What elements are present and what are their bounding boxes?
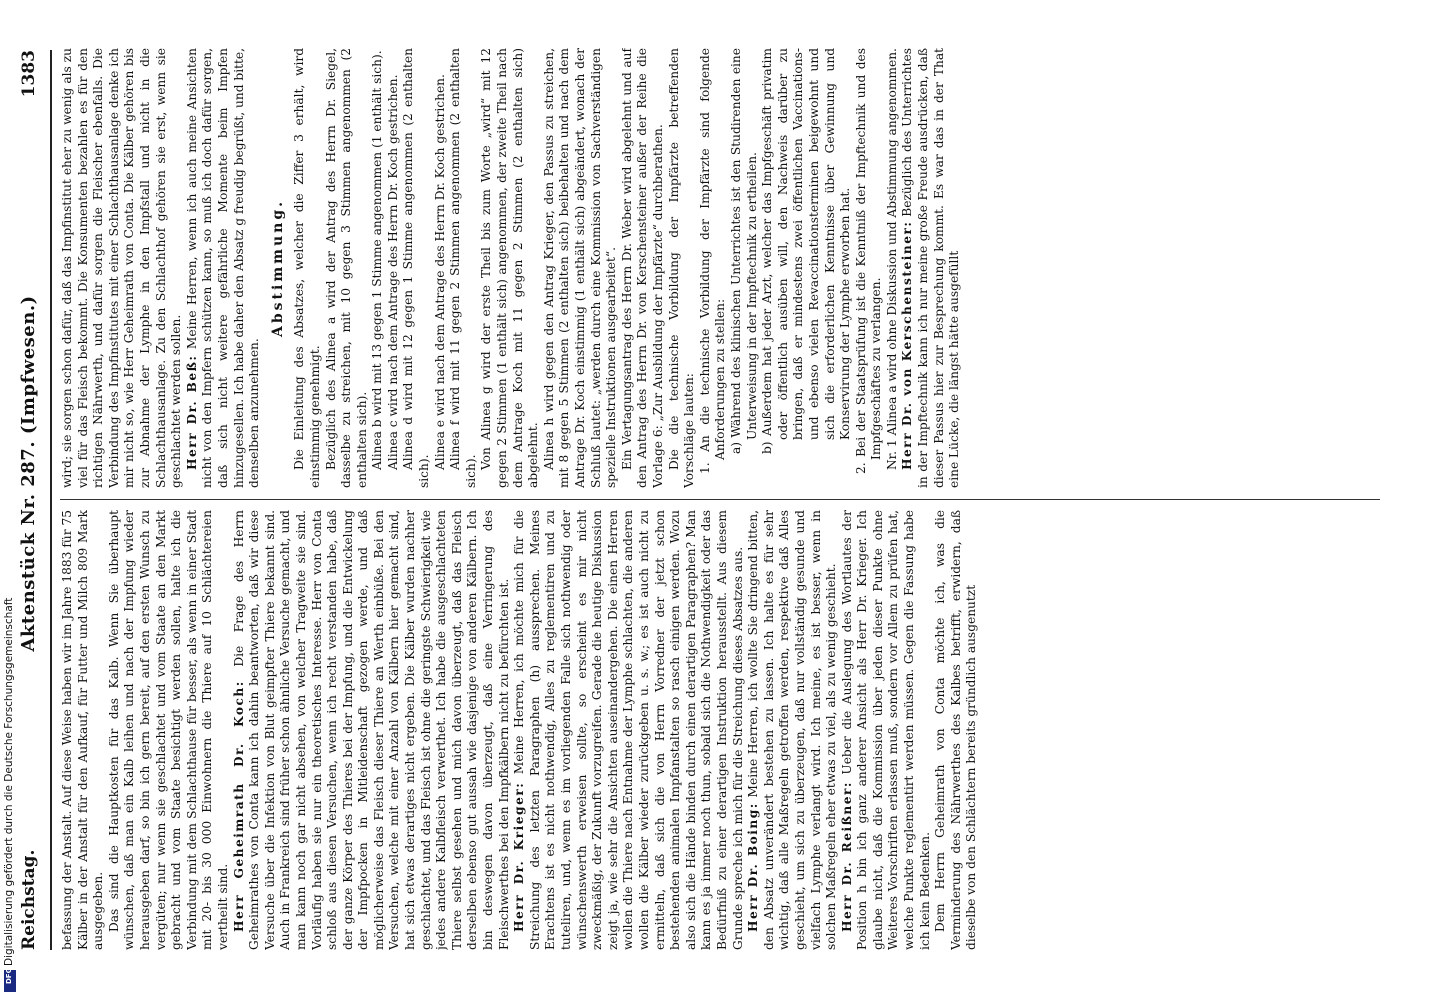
body-paragraph: Alinea c wird nach dem Antrage des Herrn Dr. Koch gestrichen.: [385, 74, 400, 470]
speaker-name: Herr Dr. Reißner:: [839, 781, 854, 932]
speech-text: Meine Herren, ich wollte Sie dringend bitten, den Absatz unverändert bestehen zu lassen. Ich halte es für sehr wichtig, daß alle Maßregeln getroffen werden, respektive daß Alles geschieht, um sich zu überzeugen, daß nur vollständig gesunde und vielfach Lymphe verlangt wird. Ich meine, es ist besser, wenn in solchen Maßregeln eher etwas zu viel, als zu wenig geschieht.: [746, 510, 839, 950]
header-rule: [50, 50, 52, 950]
speech-paragraph: [185, 48, 263, 488]
body-paragraph: Bezüglich des Alinea a wird der Antrag des Herrn Dr. Siegel, dasselbe zu streichen, mit 10 gegen 3 Stimmen angenommen (2 enthalten sich).: [323, 48, 369, 488]
body-paragraph: Die die technische Vorbildung der Impfärzte betreffenden Vorschläge lauten:: [666, 48, 697, 488]
body-paragraph: wird; sie sorgen schon dafür, daß das Impfinstitut eher zu wenig als zu viel für das Fleisch bekommt. Die Konsumenten bezahlen es für den richtigen Nährwerth, und dafür sorgen die Fleischer ebenfalls. Die Verbindung des Impfinstitutes mit einer Schlachthausanlage denke ich mir nicht so, wie Herr Geheimrath von Conta. Die Kälber gehören bis zur Abnahme der Lymphe in den Impfstall und nicht in die Schlachthausanlage. Zu den Schlachthof gehören sie erst, wenn sie geschlachtet werden sollen.: [60, 48, 184, 488]
body-paragraph: Die Einleitung des Absatzes, welcher die Ziffer 3 erhält, wird einstimmig genehmigt.: [292, 48, 322, 488]
speech-paragraph: [746, 510, 840, 950]
speech-paragraph: [512, 510, 746, 950]
credit-text: Digitalisierung gefördert durch die Deutsche Forschungsgemeinschaft: [3, 597, 15, 966]
dfg-logo-text: DFG: [5, 967, 13, 984]
credit-strip: [2, 596, 16, 996]
body-paragraph: Das sind die Hauptkosten für das Kalb. Wenn Sie überhaupt wünschen, daß man ein Kalb leihen und nach der Impfung wieder herausgeben darf, so bin ich gern bereit, auf den ersten Wunsch zu vergüten; nur wenn sie geschlachtet und vom Staate an den Markt gebracht und vom Staate besichtigt werden sollen, halte ich die Verbindung mit dem Schlachthause für besser, als wenn in einer Stadt mit 20- bis 30 000 Einwohnern die Thiere auf 10 Schlächtereien vertheilt sind.: [106, 510, 230, 950]
body-paragraph: Alinea d wird mit 12 gegen 1 Stimme angenommen (2 enthalten sich).: [401, 48, 432, 488]
left-column: [60, 510, 1380, 950]
body-paragraph: Alinea f wird mit 11 gegen 2 Stimmen angenommen (2 enthalten sich).: [448, 48, 478, 488]
speech-text: Meine Herren, ich möchte mich für die Streichung des letzten Paragraphen (h) aussprechen. Meines Erachtens ist es nicht nothwendig, Alles zu reglementiren und zu tuteliren, und, wenn es im vorliegenden Falle sich nothwendig oder wünschenswerth erweisen sollte, so erscheint es mir nicht zweckmäßig, der Zukunft vorzugreifen. Gerade die heutige Diskussion zeigt ja, wie sehr die Ansichten auseinandergehen. Die einen Herren wollen die Thiere nach Entnahme der Lymphe schlachten, die anderen wollen die Kälber wieder zurückgeben u. s. w.; es ist auch nicht zu ermitteln, daß sich die von Herrn Vorredner der jetzt schon bestehenden animalen Impfanstalten so rasch einigen werden. Wozu also sich die Hände binden durch einen derartigen Paragraphen? Man kann es ja immer noch thun, sobald sich die Nothwendigkeit oder das Bedürfniß zu einer derartigen Instruktion herausstellt. Aus diesem Grunde spreche ich mich für die Streichung dieses Absatzes aus.: [512, 510, 745, 950]
rotated-sheet: [0, 30, 1400, 970]
list-item: b) Außerdem hat jeder Arzt, welcher das Impfgeschäft privatim oder öffentlich ausüben will, den Nachweis darüber zu bringen, daß er mindestens zwei öffentlichen Vaccinations- und ebenso vielen Revaccinationsterminen beigewohnt und sich die erforderlichen Kenntnisse über Gewinnung und Konservirung der Lymphe erworben hat.: [760, 48, 853, 454]
column-divider: [60, 499, 1380, 500]
speaker-name: Herr Geheimrath Dr. Koch:: [231, 680, 246, 932]
body-paragraph: Alinea e wird nach dem Antrage des Herrn Dr. Koch gestrichen.: [432, 74, 447, 470]
header-center: [18, 295, 39, 651]
speaker-name: Herr Dr. Krieger:: [512, 781, 527, 932]
body-paragraph: befassung der Anstalt. Auf diese Weise haben wir im Jahre 1883 für 75 Kälber in der Anstalt für den Aufkauf, für Futter und Milch 809 Mark ausgegeben.: [60, 510, 106, 950]
list-item: 1. An die technische Vorbildung der Impfärzte sind folgende Anforderungen zu stellen:: [697, 48, 728, 474]
sheet-content: [0, 30, 1400, 970]
body-paragraph: Dem Herrn Geheimrath von Conta möchte ich, was die Verminderung des Nährwerthes des Kalbes betrifft, erwidern, daß dieselbe von den Schlächtern bereits gründlich ausgenutzt: [933, 510, 979, 950]
speech-text: Bezüglich des Unterrichtes in der Impftechnik kann ich nur meine große Freude ausdrücken, daß dieser Passus hier zur Besprechung kommt. Es war das in der That eine Lücke, die längst hätte ausgefüllt: [900, 48, 962, 488]
dfg-logo: [4, 967, 16, 992]
speech-text: Die Frage des Herrn Geheimrathes von Conta kann ich dahin beantworten, daß wir diese Versuche über die Infektion von Blut geimpfter Thiere bekannt sind. Auch in Frankreich sind früher schon ähnliche Versuche gemacht, und man kann noch gar nicht absehen, von welcher Tragweite sie sind. Vorläufig haben sie nur ein theoretisches Interesse. Herr von Conta schloß aus diesen Versuchen, wenn ich recht verstanden habe, daß der ganze Körper des Thieres bei der Impfung, und die Entwickelung der Impfpocken in Mitleidenschaft gezogen werde, und daß möglicherweise das Fleisch dieser Thiere an Werth einbüße. Bei den Versuchen, welche mit einer Anzahl von Kälbern hier gemacht sind, hat sich etwas derartiges nicht ergeben. Die Kälber wurden nachher geschlachtet, und das Fleisch ist ohne die geringste Schwierigkeit wie jedes andere Kalbfleisch verwerthet. Ich habe die ausgeschlachteten Thiere selbst gesehen und mich davon überzeugt, daß das Fleisch derselben ebenso gut aussah wie dasjenige von anderen Kälbern. Ich bin deswegen davon überzeugt, daß eine Verringerung des Fleischwerthes bei den Impfkälbern nicht zu befürchten ist.: [231, 510, 511, 950]
speaker-name: Herr Dr. Beß:: [184, 354, 199, 470]
speaker-name: Herr Dr. von Kerschensteiner:: [900, 220, 915, 470]
list-item: a) Während des klinischen Unterrichtes ist den Studirenden eine Unterweisung in der Impftechnik zu ertheilen.: [728, 48, 759, 454]
speech-paragraph: [900, 48, 962, 488]
speaker-name: Herr Dr. Boing:: [746, 802, 761, 932]
header-title: Aktenstück Nr. 287.: [18, 440, 39, 652]
section-heading: Abstimmung.: [269, 199, 286, 337]
body-paragraph: Alinea h wird gegen den Antrag Krieger, den Passus zu streichen, mit 8 gegen 5 Stimmen (2 enthalten sich) beibehalten und nach dem Antrage Dr. Koch einstimmig (1 enthält sich) abgeändert, wonach der Schluß lautet: „werden durch eine Kommission von Sachverständigen spezielle Instruktionen ausgearbeitet“.: [541, 48, 619, 488]
page-header: [18, 50, 44, 950]
speech-text: Ueber die Auslegung des Wortlautes der Position h bin ich ganz anderer Ansicht als Herr Dr. Krieger. Ich glaube nicht, daß die Kommission über jeden dieser Punkte ohne Weiteres Vorschriften erlassen muß, sondern vor Allem zu prüfen hat, welche Punkte reglementirt werden müssen. Gegen die Fassung habe ich kein Bedenken.: [839, 510, 932, 950]
right-column: [60, 48, 1380, 488]
body-paragraph: Alinea b wird mit 13 gegen 1 Stimme angenommen (1 enthält sich).: [370, 50, 385, 470]
list-item: 2. Bei der Staatsprüfung ist die Kenntniß der Impftechnik und des Impfgeschäftes zu verlangen.: [853, 48, 884, 474]
body-paragraph: Ein Vertagungsantrag des Herrn Dr. Weber wird abgelehnt und auf den Antrag des Herrn Dr. von Kerschensteiner außer der Reihe die Vorlage 6: „Zur Ausbildung der Impfärzte“ durchberathen.: [619, 48, 665, 488]
header-paren: (Impfwesen.): [18, 295, 39, 435]
body-paragraph: Nr. 1 Alinea a wird ohne Diskussion und Abstimmung angenommen.: [884, 48, 899, 470]
speech-paragraph: [232, 510, 513, 950]
speech-text: Meine Herren, wenn ich auch meine Ansichten nicht von den Impfern schützen kann, so muß ich doch dafür sorgen, daß sich nicht weitere gefährliche Momente beim Impfen hinzugesellen. Ich habe daher den Absatz g freudig begrüßt, und bitte, denselben anzunehmen.: [184, 48, 262, 488]
speech-paragraph: [840, 510, 934, 950]
header-left: Reichstag.: [19, 849, 39, 950]
body-paragraph: Von Alinea g wird der erste Theil bis zum Worte „wird“ mit 12 gegen 2 Stimmen (1 enthält sich) angenommen, der zweite Theil nach dem Antrage Koch mit 11 gegen 2 Stimmen (2 enthalten sich) abgelehnt.: [479, 48, 541, 488]
page-number: 1383: [19, 50, 39, 98]
